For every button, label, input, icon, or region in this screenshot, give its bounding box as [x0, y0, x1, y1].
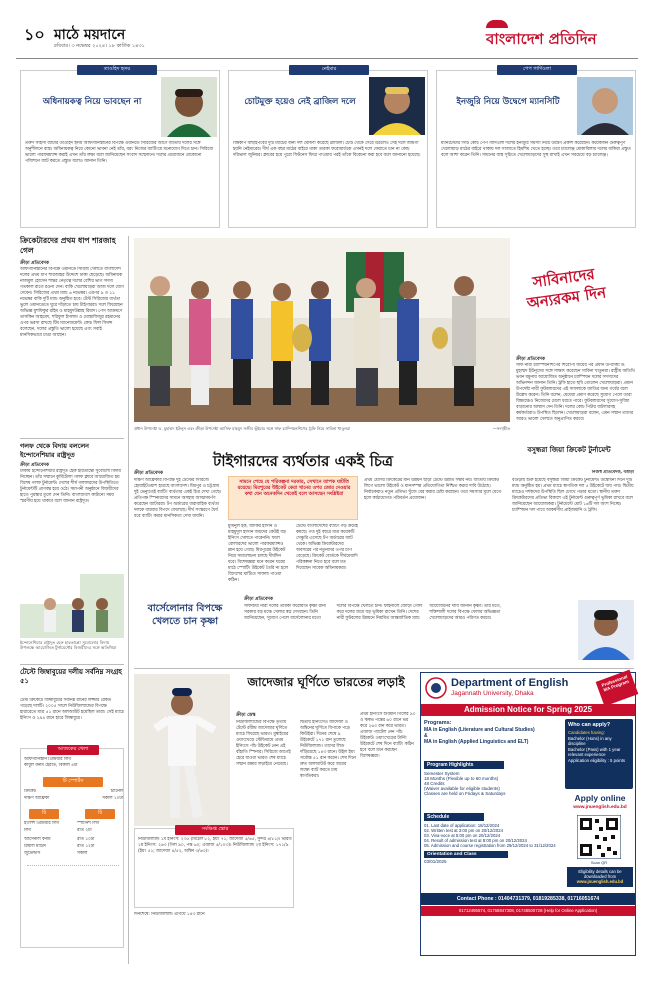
highlight-3: 48 Credits — [424, 781, 445, 786]
feature-hridoy — [20, 66, 220, 228]
tv-item: ক্রিকেট — [24, 789, 36, 794]
notice-bar: Admission Notice for Spring 2025 — [421, 704, 635, 716]
player-photo — [161, 77, 217, 137]
golf-photo — [20, 574, 124, 638]
schedule-1: 01. Last date of application: 18/12/2024 — [424, 823, 500, 828]
tv-time: চ্যানেল — [110, 789, 123, 794]
schedule-block — [424, 813, 564, 877]
krishna-photo — [578, 600, 634, 660]
who-block — [565, 719, 633, 789]
photo-credit: —সংগৃহীত — [492, 426, 510, 431]
logo-mark — [486, 20, 508, 28]
jadeja-body2: দ্বিতীয় ইনিংসেও জাদেজা ও অশ্বিনের ঘূর্ণিতে বিপাকে পড়ে কিউইরা। দিনের শেষে ৯ উইকেটে ১৭১ রান তুলেছে নিউজিল্যান্ড। তাদের লিড দাঁড়িয়েছে ১৪৩ রানে। উইল ইয়ং সর্বোচ্চ ৫১ রান করেন। শেষ দিনে দ্রুত অলআউট করে জয়ের লক্ষ্যে ব্যাট করতে চায় স্বাগতিকরা। — [300, 720, 356, 779]
photo-caption: ইন্দোনেশিয়ার রাষ্ট্রদূত হেরু হারতান্তো সুবোলোর বিদায় উপলক্ষে আয়োজিত টুর্নামেন্টের বিজয়ীদের সঙ্গে অতিথিরা — [20, 640, 117, 650]
qr-code[interactable] — [577, 815, 621, 859]
column-rule — [128, 236, 129, 964]
jadeja-headline: জাদেজার ঘূর্ণিতে ভারতের লড়াই — [247, 675, 405, 689]
krishna-byline: ক্রীড়া প্রতিবেদক — [244, 597, 273, 602]
tv-time: রাত ১২টা — [77, 844, 95, 849]
banner-story — [516, 356, 636, 442]
feature-body: ম্যানচেস্টার সিটি কোচ পেপ গার্দিওলা দলের ইনজুরি সমস্যা নিয়ে উদ্বেগ প্রকাশ করেছেন। কয়েকজন গুরুত্বপূর্ণ খেলোয়াড় মাঠের বাইরে থাকায় দল সাজাতে হিমশিম খেতে হচ্ছে। তবে চ্যালেঞ্জ মোকাবিলায় দলের বাকিরা প্রস্তুত বলে আশা করেন তিনি। সামনের ব্যস্ত সূচিতে খেলোয়াড়দের সুস্থ রাখাই এখন সবচেয়ে বড় চ্যালেঞ্জ। — [441, 141, 631, 158]
jadeja-body1: নিউজিল্যান্ডের বিপক্ষে তৃতীয় টেস্টে রবীন্দ্র জাদেজার ঘূর্ণিতে ম্যাচে ফিরেছে ভারত। মুম্বাইয়ের ওয়াংখেড়ে স্টেডিয়ামে প্রথম ইনিংসে পাঁচ উইকেট নেন এই বাঁহাতি স্পিনার। সিরিজে আগেই হেরে যাওয়া ভারত শেষ ম্যাচে সম্মান রক্ষার লড়াইয়ে নেমেছে। — [236, 720, 291, 767]
program-2: MA in English (Applied Linguistics and ELT) — [424, 739, 529, 745]
feature-guardiola — [436, 66, 636, 228]
score-text: নিউজিল্যান্ড ১ম ইনিংস: ২৩৫ (মিচেল ৮২, ইয়ং ৭১; জাদেজা ৫/৬৫, সুন্দর ৪/৮১)। ভারত ১ম ইনিংস: ২৬৩ (গিল ৯০, পন্ত ৬০; এজাজ ৫/১০৩)। নিউজিল্যান্ড ২য় ইনিংস: ১৭১/৯ (ইয়ং ৫১; জাদেজা ৪/৫২, অশ্বিন ৩/৬৩)। — [138, 837, 292, 854]
contact-phones-2: 01712495574, 01758847308, 01748500728 (Help for Online Application) — [421, 906, 635, 916]
channel-tag: টি স্পোর্টস — [43, 777, 103, 787]
story-body-col4: প্রথম শ্রেণির ক্রিকেটের মান উন্নয়ন ছাড়া টেস্টে উন্নতি সম্ভব নয়। জাতীয় ক্রিকেট লিগে ভালো উইকেট ও মানসম্পন্ন প্রতিযোগিতা নিশ্চিত করার দাবি উঠেছে। নির্বাচকরাও নতুন প্রতিভা খুঁজে বের করার চেষ্টা করছেন। তবে সমস্যার মূলে যেতে হলে কাঠামোগত পরিবর্তন প্রয়োজন। — [364, 478, 502, 501]
sabina-team-photo — [134, 238, 510, 422]
schedule-4: 04. Result of admission test at 8:00 pm on 20/12/2024 — [424, 838, 527, 843]
who-3: Bachelor (Pass) with 1 year relevant experience — [568, 747, 621, 757]
bashundhara-body: বগুড়ায় শুরু হয়েছে বসুন্ধরা জিয়া ক্রিকেট টুর্নামেন্ট। উদ্বোধনী দিনে দুটি ম্যাচ অনুষ্ঠিত হয়। প্রথম ম্যাচে স্বাগতিক দল ৫ উইকেটে জয় পায়। দ্বিতীয় ম্যাচেও দর্শকদের উপস্থিতি ছিল চোখে পড়ার মতো। স্থানীয় তরুণ ক্রিকেটারদের প্রতিভা বিকাশে এই টুর্নামেন্ট গুরুত্বপূর্ণ ভূমিকা রাখবে বলে জানিয়েছেন আয়োজকরা। টুর্নামেন্টে মোট ১৬টি দল অংশ নিচ্ছে। চ্যাম্পিয়ন দল পাবে আকর্ষণীয় প্রাইজমানি ও ট্রফি। — [512, 478, 634, 513]
bashundhara-byline: নিজস্ব প্রতিবেদক, বগুড়া — [591, 470, 634, 475]
tv-guide — [20, 748, 124, 948]
university-crest-icon — [425, 677, 447, 699]
jadeja-body3: প্রথম ইনিংসে শুবমান গিলের ৯০ ও ঋষভ পন্তের ৬০ রানে ভর করে ২৬৩ রান করে ভারত। এজাজ প্যাটেল নেন পাঁচ উইকেট। ওয়াংখেড়ের টার্নিং উইকেটে শেষ দিনে ব্যাটিং কঠিন হবে বলে মনে করছেন বিশেষজ্ঞরা। — [360, 712, 416, 759]
section-title: মাঠে ময়দানে — [54, 27, 126, 43]
krishna-headline: বার্সেলোনার বিপক্ষে খেলতে চান কৃষ্ণা — [147, 603, 223, 627]
story-byline: ক্রীড়া প্রতিবেদক — [20, 463, 49, 468]
story-body-col2: মুমিনুল হক, জাকির হাসান ও মাহমুদুল হাসান জয়দের কেউই বড় ইনিংস খেলতে পারেননি। ফলে বোলারদের ভালো পারফরম্যান্সও ম্লান হয়ে গেছে। মিরপুরের উইকেট নিয়ে সমালোচনা চলছে দীর্ঘদিন ধরে। বিশেষজ্ঞরা মনে করেন ঘরের মাঠে স্পোর্টিং উইকেট তৈরি না হলে বিদেশের মাটিতে সাফল্য পাওয়া কঠিন। — [228, 524, 289, 583]
tv-guide-spacer — [27, 865, 119, 943]
masthead-rule — [16, 58, 638, 59]
paper-logo — [486, 22, 636, 46]
jadeja-photo — [134, 674, 230, 826]
schedule-3: 03. Viva-voce at 5:00 pm on 20/12/2024 — [424, 833, 501, 838]
tv-item: দক্ষিণ আফ্রিকা — [24, 796, 50, 801]
main-photo-caption: প্রধান উপদেষ্টা ড. মুহাম্মদ ইউনূস এবং ক্রীড়া উপদেষ্টা আসিফ মাহমুদ সজীব ভূঁইয়ার সঙ্গে সাফ চ্যাম্পিয়নশিপের ট্রফি নিয়ে সাবিনা খাতুনরা — [134, 426, 351, 431]
score-footnote: দিনশেষে: নিউজিল্যান্ড এগিয়ে ১৪৩ রানে — [134, 912, 205, 917]
divider — [20, 664, 124, 665]
player-photo — [369, 77, 425, 135]
univ-logo — [425, 677, 447, 699]
tv-header: আজকের খেলা — [47, 745, 99, 755]
tv-time: সকাল ১০টা — [102, 796, 123, 801]
feature-body: বিশ্বকাপ বাছাইপর্বের দুটি ম্যাচের জন্য দল ঘোষণা করেছে ব্রাজিল। চোট থেকে সেরে উঠলেও সেই দলে জায়গা হয়নি নেইমারের। দীর্ঘ এক বছর মাঠের বাইরে থাকা তারকা ফরোয়ার্ডকে এখনই দলে ফেরাতে চান না কোচ দরিভাল জুনিয়র। ক্লাবের হয়ে পুরো ফিটনেস ফিরে পাওয়ার পরই তাঁকে বিবেচনা করা হবে বলে জানানো হয়েছে। — [233, 141, 421, 158]
golf-group-image — [20, 574, 124, 638]
story-body: টেস্ট ক্রিকেটে জিম্বাবুয়ের সর্বনিম্ন রানের লজ্জার রেকর্ড গড়েছে দলটি। ২০০৫ সালে নিউজিল্যান্ডের বিপক্ষে হারারেতে মাত্র ৫১ রানে অলআউট হয়েছিল তারা। সেই ম্যাচে ইনিংস ও ২৯৪ রানে হারে জিম্বাবুয়ে। — [20, 698, 124, 721]
apply-url[interactable]: www.jnuenglish.edu.bd — [573, 805, 627, 810]
tv-time: লিগ — [24, 828, 32, 833]
eligibility-url[interactable]: www.jnuenglish.edu.bd — [576, 879, 624, 884]
story-title: গলফ থেকে বিদায় বললেন ইন্দোনেশিয়ার রাষ্ট্রদূত — [20, 442, 90, 459]
main-photo — [134, 238, 510, 422]
dept-name: Department of English — [451, 677, 569, 689]
tv-item: স্প্যানিশ লিগ — [77, 821, 100, 826]
left-column — [20, 236, 124, 964]
story-body: আফগানিস্তানের বিপক্ষে ওয়ানডে সিরিজ খেলতে বাংলাদেশ দলের প্রথম ধাপ শারজাহর উদ্দেশে ঢাকা ছেড়েছে। অধিনায়ক নাজমুল হোসেন শান্তর নেতৃত্বে দলের বেশির ভাগ সদস্য গতকাল রাতে রওনা দেন। বাকি খেলোয়াড়রা আজ দলে যোগ দেবেন। সিরিজের প্রথম ম্যাচ ৬ নভেম্বর। এরপর ৯ ও ১১ নভেম্বর বাকি দুটি ম্যাচ অনুষ্ঠিত হবে। টেস্ট সিরিজের ব্যর্থতা ভুলে ওয়ানডেতে ঘুরে দাঁড়াতে চায় টাইগাররা। দলে ফিরেছেন অভিজ্ঞ মুশফিকুর রহিম ও মাহমুদউল্লাহ রিয়াদ। পেস আক্রমণে তাসকিন আহমেদ, শরিফুল ইসলাম ও মোস্তাফিজুর রহমানের ওপর ভরসা রাখছে টিম ম্যানেজমেন্ট। কোচ ফিল সিমন্স বলেছেন, দলের প্রস্তুতি ভালো হয়েছে এবং সবাই মানসিকভাবে চাঙা আছেন। — [20, 267, 124, 338]
feature-title: ইনজুরি নিয়ে উদ্বেগে ম্যানসিটি — [456, 97, 560, 107]
tv-item: আর্সেনাল বনাম — [24, 837, 51, 842]
coach-photo — [577, 77, 633, 135]
story-body-col3: টেস্টে বাংলাদেশের ব্যাটিং গড় ক্রমেই কমছে। গত দুই বছরে মাত্র কয়েকটি সেঞ্চুরি এসেছে টপ অর্ডারের ব্যাট থেকে। অভিজ্ঞ ক্রিকেটারদের অবসরের পর নতুনদের ওপর চাপ বেড়েছে। ক্রিকেট বোর্ডকে দীর্ঘমেয়াদি পরিকল্পনা নিতে হবে বলে মত দিয়েছেন সাবেক অধিনায়করা। — [296, 524, 358, 571]
who-1: Candidates having: — [568, 730, 605, 735]
tv-item: রিয়াল মাদ্রিদ — [24, 844, 46, 849]
tigers-story — [134, 470, 506, 592]
contact-bar — [421, 893, 635, 955]
schedule-2: 02. Written test at 3:00 pm on 20/12/2024 — [424, 828, 503, 833]
contact-line — [421, 893, 635, 905]
orientation-date: 03/01/2025 — [424, 859, 447, 864]
qr-label: Scan QR — [590, 860, 608, 865]
schedule-5: 05. Admission and course registration from 29/12/2024 to 31/12/2024 — [424, 843, 556, 848]
story-title: ক্রিকেটারদের প্রথম ধাপ শারজাহ গেল — [20, 236, 116, 255]
highlight-2: 18 Months (Flexible up to 60 months) — [424, 776, 499, 781]
program-badge: Professional MA Program — [596, 670, 639, 707]
score-box — [134, 828, 294, 908]
contact-phones: 01404731379, 01819285338, 01716051674 — [498, 896, 600, 902]
schedule-heading: Schedule — [424, 813, 484, 821]
jadeja-bowling-image — [134, 674, 230, 826]
highlight-5: Classes are held on Fridays & Saturdays — [424, 791, 506, 796]
issue-date: রবিবার। ৩ নভেম্বর ২০২৪। ১৮ কার্তিক ১৪৩১ — [54, 43, 145, 49]
feature-title: চোটমুক্ত হয়েও নেই ব্রাজিল দলে — [244, 97, 356, 107]
bashundhara-box — [504, 446, 634, 466]
contact-heading: Contact Phone : — [456, 896, 497, 902]
jadeja-byline: ক্রীড়া ডেস্ক — [236, 713, 256, 718]
story-byline: ক্রীড়া প্রতিবেদক — [516, 357, 545, 362]
tv-time: রাত ২টা — [77, 828, 92, 833]
tv-time: সকাল — [77, 851, 88, 856]
programs-heading: Programs: — [424, 720, 452, 726]
who-4: Application eligibility : 5 points — [568, 758, 626, 763]
apply-online[interactable]: Apply online — [574, 793, 626, 803]
story-title: টেস্টে জিম্বাবুয়ের দলীয় সর্বনিম্ন সংগ্রহ ৫১ — [20, 668, 122, 685]
tigers-headline: টাইগারদের ব্যর্থতার একই চিত্র — [213, 452, 393, 470]
krishna-headline-box — [134, 602, 236, 656]
neymar-portrait — [369, 77, 425, 135]
bashundhara-headline: বসুন্ধরা জিয়া ক্রিকেট টুর্নামেন্ট — [527, 446, 611, 454]
univ-name: Jagannath University, Dhaka — [451, 690, 534, 697]
tv-line-1: আফগানিস্তান প্রিমিয়ার লিগ — [24, 757, 72, 762]
programs-block — [424, 720, 560, 760]
admission-ad — [420, 672, 636, 956]
highlight-1: Semester System — [424, 771, 460, 776]
story-body: সাফ নারী চ্যাম্পিয়নশিপের শিরোপা জয়ের পর প্রধান উপদেষ্টা ড. মুহাম্মদ ইউনূসের সঙ্গে সাক্ষাৎ করেছেন সাবিনা খাতুনরা। রাষ্ট্রীয় অতিথি ভবন যমুনায় আয়োজিত অনুষ্ঠানে চ্যাম্পিয়ন দলের সদস্যদের অভিনন্দন জানান তিনি। ট্রফি হাতে ছবি তোলেন খেলোয়াড়রা। প্রধান উপদেষ্টা নারী ফুটবলারদের এই সাফল্যকে জাতির জন্য গর্বের বলে উল্লেখ করেন। তিনি বলেন, মেয়েরা প্রমাণ করেছে সুযোগ পেলে তারা বিশ্বমঞ্চেও নিজেদের মেলে ধরতে পারে। ফুটবলারদের সুযোগ-সুবিধা বাড়ানোর আশ্বাস দেন তিনি। দলের কোচ পিটার বাটলারসহ কর্মকর্তারাও উপস্থিত ছিলেন। খেলোয়াড়রা বলেন, এমন সম্মান তাদের আরও ভালো খেলতে অনুপ্রাণিত করবে। — [516, 363, 635, 422]
feature-neymar — [228, 66, 428, 228]
score-tag: সংক্ষিপ্ত স্কোর — [175, 825, 255, 835]
eligibility-text: Eligibility details can be downloaded from — [578, 869, 622, 879]
masthead — [16, 10, 638, 56]
tv-item: ইংলিশ প্রিমিয়ার লিগ — [24, 821, 60, 826]
who-2: Bachelor (Hons) in any discipline — [568, 736, 612, 746]
program-1: MA in English (Literature and Cultural Studies) — [424, 727, 535, 733]
channel-tag-right: টি — [85, 809, 115, 819]
banner-headline: সাবিনাদের অন্যরকম দিন — [525, 264, 608, 313]
paper-name: বাংলাদেশ প্রতিদিন — [486, 30, 597, 48]
banner-headline-box — [506, 264, 634, 352]
story-byline: ক্রীড়া প্রতিবেদক — [20, 261, 49, 266]
guardiola-portrait — [577, 77, 633, 135]
eligibility-box — [567, 867, 633, 887]
feature-title: অধিনায়কত্ব নিয়ে ভাবছেন না — [42, 97, 142, 107]
tv-item: জুভেন্টাস — [24, 851, 41, 856]
program-amp: & — [424, 733, 428, 739]
highlights-heading: Program Highlights — [424, 761, 504, 769]
pull-quote-text: সামনে পেছে যে পরিকল্পনা দরকার, সেখানে ব্যাপক ঘাটতি রয়েছে। মিরপুরের উইকেট কেরা খানের ওপর জোর দেওয়ার কথা যেন অনেকদিন থেকেই বলে আসছেন সংশ্লিষ্টরা — [237, 480, 351, 498]
tv-time: রাত ১০টা — [77, 837, 95, 842]
story-body-col1: দক্ষিণ আফ্রিকার বিপক্ষে দুই টেস্টের সিরিজে হোয়াইটওয়াশ হয়েছে বাংলাদেশ। মিরপুর ও চট্টগ্রাম দুই ভেন্যুতেই ব্যাটিং ব্যর্থতার একই চিত্র দেখা গেছে। প্রতিপক্ষ স্পিনারদের সামনে অসহায় আত্মসমর্পণ করেছেন ব্যাটাররা। টপ অর্ডারের ধারাবাহিক ব্যর্থতা দলকে বারবার বিপদে ফেলেছে। দীর্ঘ সংস্করণে ধৈর্য ধরে ব্যাটিং করার মানসিকতা দেখা যায়নি। — [134, 478, 222, 519]
page-number: ১০ — [24, 25, 45, 44]
section-tag: পেপ গার্দিওলা — [497, 65, 577, 75]
story-body: ঢাকায় ইন্দোনেশিয়ার রাষ্ট্রদূত হেরু হারতান্তো সুবোলো বিদায় নিচ্ছেন। তাঁর সম্মানে কুর্মিটোলা গলফ ক্লাবে আয়োজিত হয় বিশেষ গলফ টুর্নামেন্ট। দেশের শীর্ষ গলফারদের উপস্থিতিতে টুর্নামেন্টটি প্রাণবন্ত হয়ে ওঠে। সমাপনী অনুষ্ঠানে বিজয়ীদের হাতে পুরস্কার তুলে দেন তিনি। বাংলাদেশে কাটানো সময় স্মরণীয় হয়ে থাকবে বলে জানান রাষ্ট্রদূত। — [20, 469, 121, 504]
feature-body: তরুণ সাহসী ব্যাটার তাওহিদ হৃদয় আফগানিস্তানের বিপক্ষে ওয়ানডে সিরিজের আগে জাতীয় দলের সঙ্গে অনুশীলনে ব্যস্ত। অধিনায়কত্ব নিয়ে কোনো ভাবনা নেই তাঁর, বরং নিজের ব্যাটিংয়ে মনোযোগ দিতে চান। সিরিজে ভালো পারফরম্যান্স করাই এখন তাঁর লক্ষ্য বলে জানিয়েছেন সংবাদ সম্মেলনে। দলের প্রয়োজনে যেকোনো পজিশনে ব্যাট করতে প্রস্তুত বলেও জানান তিনি। — [25, 141, 214, 164]
krishna-portrait — [578, 600, 634, 660]
section-tag: তাওহিদ হৃদয় — [77, 65, 157, 75]
highlights-block — [424, 761, 560, 811]
krishna-body: সাফজয়ী নারী দলের তারকা ফরোয়ার্ড কৃষ্ণা রানী সরকার বড় মঞ্চে খেলার স্বপ্ন দেখছেন। তিনি জানিয়েছেন, সুযোগ পেলে বার্সেলোনার মতো দলের বিপক্ষে খেলতে চান। ফাইনালে জোড়া গোল করে দলের জয়ে বড় ভূমিকা রাখেন তিনি। দেশের নারী ফুটবলের উন্নয়নে নিয়মিত আন্তর্জাতিক ম্যাচ আয়োজনের দাবি জানান কৃষ্ণা। তাঁর মতে, শক্তিশালী দলের বিপক্ষে খেলার অভিজ্ঞতা খেলোয়াড়দের আরও পরিণত করবে। — [244, 604, 501, 621]
tv-line-2: কাবুল বনাম হেরাত, বিকাল ৪টা — [24, 763, 78, 768]
section-rule — [134, 668, 634, 669]
orientation-heading: Orientation and Class — [424, 851, 508, 858]
story-byline: ক্রীড়া প্রতিবেদক — [134, 471, 163, 476]
channel-tag-left: টি — [29, 809, 59, 819]
pull-quote — [228, 476, 358, 520]
section-tag: নেইমার — [289, 65, 369, 75]
who-heading: Who can apply? — [568, 722, 611, 728]
hridoy-portrait — [161, 77, 217, 137]
qr-code-icon — [577, 815, 621, 859]
divider — [20, 438, 124, 439]
highlight-4: (Waiver available for eligible students) — [424, 786, 500, 791]
